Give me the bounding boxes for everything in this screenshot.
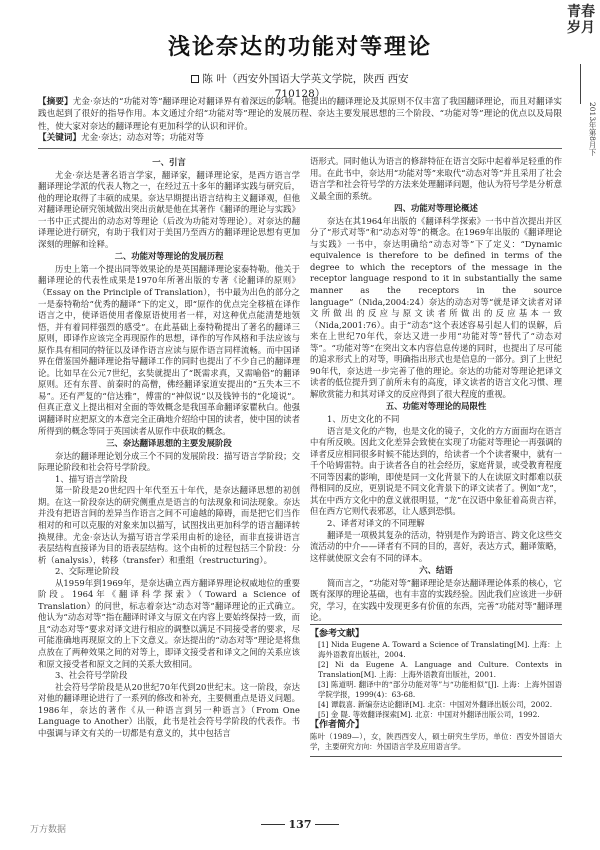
journal-masthead — [561, 4, 599, 164]
paragraph: 语言是文化的产物，也是文化的镜子，文化的方方面面均在语言中有所反映。因此文化差异会致使在实现了功能对等理论一再强调的译者反应相同很多时候不能达到的，给读者一个个读者聚中，就有一千个哈姆雷特。由于读者各自的社会经历，家庭背景，或受教育程度不同等因素的影响，即使是同一文化背景下的人在读原文时都难以获得相同的反应，更别说是不同文化背景下的译文读者了。例如“龙”，其在中西方文化中的意义就很明显，“龙”在汉语中象征着高贵吉祥，但在西方它则代表邪恶，让人感到恐惧。 — [310, 425, 562, 517]
reference-item: [1] Nida Eugene A. Toward a Science of Translating[M]. 上海：上海外语教育出版社，2004. — [318, 640, 562, 660]
section-heading: 五、功能对等理论的局限性 — [385, 401, 487, 412]
subsection-heading: 3、社会符号学阶段 — [55, 670, 128, 681]
header-divider — [38, 148, 562, 149]
journal-issue: 2013年第8月下 — [588, 102, 597, 156]
keywords — [38, 132, 562, 144]
section-heading: 三、奈达翻译思想的主要发展阶段 — [106, 438, 232, 449]
paragraph: 奈达的翻译理论划分成三个不同的发展阶段：描写语言学阶段；交际理论阶段和社会符号学阶段。 — [38, 450, 300, 473]
keywords-text: 尤金·奈达；动态对等；功能对等 — [80, 133, 205, 143]
paragraph: 奈达在其1964年出版的《翻译科学探索》一书中首次提出并区分了“形式对等”和“动态对等”的概念。在1969年出版的《翻译理论与实践》一书中，奈达明确给“动态对等”下了定义：“Dynamic equivalence is therefore to be defined in terms of the degree to which the receptors of the message in the receptor language respond to it in substantially the same manner as the receptors in the source language”（Nida,2004:24）奈达的动态对等“就是译文读者对译文所做出的反应与原文读者所做出的反应基本一致（Nida,2001:76）。由于“动态”这个表述容易引起人们的误解，后来在上世纪70年代，奈达又进一步用“功能对等”替代了“动态对等”。“功能对等”在突出文本内容信息传递的同时，也提出了尽可能的追求形式上的对等，明确指出形式也是信息的一部分。到了上世纪90年代，奈达进一步完善了他的理论。奈达的功能对等理论把译文读者的低位提升到了前所未有的高度，译文读者的语言文化习惯、理解欣赏能力和其对译文的反应得到了很大程度的重视。 — [310, 215, 562, 399]
journal-name — [564, 4, 598, 36]
page-number-rule-left — [261, 824, 285, 825]
subsection-heading: 1、描写语言学阶段 — [55, 473, 128, 484]
paragraph: 第一阶段是20世纪四十年代至五十年代，是奈达翻译思想的初创期。在这一阶段奈达的研究侧重点是语言的句法现象和词法现象。奈达并没有把语言间的差异当作语言之间不可逾越的障碍，而是把它们当作相对的和可以克服的对象来加以描写，试图找出更加科学的语言翻译转换规律。尤金·奈达认为描写语言学采用由析的途径，而非直接讲语言表层结构直接译为目的语表层结构。这个由析的过程包括三个阶段：分析（analysis），转移（transfer）和重组（restructuring）。 — [38, 485, 300, 565]
journal-name-line2: 岁月 — [567, 20, 595, 36]
section-heading: 二、功能对等理论的发展历程 — [114, 251, 224, 262]
paragraph: 从1959年到1969年，是奈达确立西方翻译界理论权威地位的重要阶段。1964年《翻译科学探索》（Toward a Science of Translation）的问世，标志着奈达“动态对等”翻译理论的正式确立。他认为“动态对等”指在翻译时译文与原文在内容上要始终保持一致，而且“动态对等”要求对译文进行相应的调整以满足不同接受者的要求，尽可能准确地再现原文的上下文意义。奈达提出的“动态对等”理论是将焦点放在了两种效果之间的对等上，即译文接受者和译文之间的关系应该和原文接受者和原文之间的关系大致相同。 — [38, 577, 300, 669]
journal-name-line1: 青春 — [567, 4, 595, 20]
references-heading: 【参考文献】 — [310, 624, 562, 641]
subsection-heading: 2、译者对译文的不同理解 — [327, 517, 425, 528]
abstract-label: 【摘要】 — [38, 97, 73, 107]
wanfang-logo: 万方数据 — [30, 825, 67, 835]
subsection-heading: 2、交际理论阶段 — [55, 566, 119, 577]
abstract — [38, 96, 562, 133]
author-bio-heading: 【作者简介】 — [310, 720, 365, 731]
paragraph: 语形式。同时他认为语言的修辞特征在语言交际中起着举足轻重的作用。在此书中，奈达用“功能对等”来取代“动态对等”并且采用了社会语言学和社会符号学的方法来处理翻译问题，他认为符号学是分析意义最全面的系统。 — [310, 156, 562, 201]
masthead-rule — [580, 64, 581, 104]
article-title: 浅论奈达的功能对等理论 — [167, 35, 432, 60]
section-heading: 四、功能对等理论概述 — [394, 203, 478, 214]
reference-item: [5] 金 隄. 等效翻译探索[M]. 北京：中国对外翻译出版公司，1992. — [318, 710, 540, 720]
reference-item: [2] Ni da Eugene A. Language and Culture. Contexts in Translation[M]. 上海：上海外语教育出版社，2001. — [318, 660, 562, 680]
section-heading: 一、引言 — [152, 157, 186, 167]
reference-item: [4] 谭载喜. 新编奈达论翻译[M]. 北京：中国对外翻译出版公司，2002. — [318, 700, 553, 710]
author-bio: 陈叶（1989—），女，陕西西安人，硕士研究生学历，单位：西安外国语大学，主要研究方向：外国语言学及应用语言学。 — [310, 732, 562, 757]
paragraph: 历史上第一个提出同等效果论的是英国翻译理论家泰特勒。他关于翻译理论的代表性成果是1970年所著出版的专著《论翻译的原则》（Essay on the Principle of Translation），书中最为出色的部分之一是泰特勒给“优秀的翻译”下的定义，即“原作的优点完全移植在译作语言之中，使译语使用者像原语使用者一样，对这种优点能清楚地领悟，并有着同样强烈的感受”。在此基础上泰特勒提出了著名的翻译三原则，即译作应该完全再现原作的思想，译作的写作风格和手法应该与原作具有相同的特征以及译作语言应读与原作语言同样流畅。而中国译界在借鉴国外翻译理论指导翻译工作的同时也提出了不少自己的翻译理论。比如早在公元7世纪，玄奘就提出了“既需求真，又需喻俗”的翻译原则。还有东晋、前秦时的高僧，佛经翻译家道安提出的“五失本三不易”。还有严复的“信达雅”，傅雷的“神似说”以及钱钟书的“化境说”。但真正意义上提出相对全面的等效概念是我国革命翻译家瞿秋白。他强调翻译时应把原文的本意完全正确地介绍给中国的读者，使中国的读者所得到的概念等同于英国读者从原作中获取的概念。 — [38, 263, 300, 436]
page-number: 137 — [288, 818, 312, 831]
author-affiliation: （西安外国语大学英文学院，陕西 西安 710128） — [226, 73, 409, 100]
author-box-icon — [191, 75, 199, 83]
right-column — [310, 156, 562, 804]
page-number-rule-right — [315, 824, 339, 825]
abstract-text: 尤金·奈达的“功能对等”翻译理论对翻译界有着深远的影响。他提出的翻译理论及其原则不仅丰富了我国翻译理论，而且对翻译实践也起到了很好的指导作用。本文通过介绍“功能对等”理论的发展历程、奈达主要发展思想的三个阶段、“功能对等”理论的优点以及局限性，使大家对奈达的翻译理论有更加科学的认识和评价。 — [38, 97, 562, 132]
page-number-block — [250, 818, 350, 831]
subsection-heading: 1、历史文化的不同 — [327, 414, 400, 425]
paragraph: 社会符号学阶段是从20世纪70年代到20世纪末。这一阶段，奈达对他的翻译理论进行了一系列的修改和补充，主要侧重点是语义问题。1986年，奈达的著作《从一种语言到另一种语言》（From One Language to Another）出版，此书是社会符号学阶段的代表作。书中强调与译文有关的一切都是有意义的，其中包括言 — [38, 681, 300, 738]
paragraph: 尤金·奈达是著名语言学家，翻译家，翻译理论家，是西方语言学翻译理论学派的代表人物之一，在经过五十多年的翻译实践与研究后，他的理论取得了丰硕的成果。奈达早期提出语言结构主义翻译观，但他对翻译理论研究领域做出突出贡献是他在其著作《翻译的理论与实践》一书中正式提出的动态对等理论（后改为功能对等理论）。对奈达的翻译理论进行研究，有助于我们对于美国乃至西方的翻译理论思想有更加深刻的理解和诠释。 — [38, 169, 300, 249]
paragraph: 翻译是一项极其复杂的活动，特别是作为跨语言、跨文化这些交流活动的中介——译者有不同的目的，喜好，表达方式，翻译策略，这样就使原文会有不同的译本。 — [310, 529, 562, 563]
keywords-label: 【关键词】 — [38, 133, 81, 143]
section-heading: 六、结语 — [419, 565, 453, 576]
author-name: 陈 叶 — [202, 73, 227, 85]
reference-item: [3] 陈道明. 翻译中的“部分功能对等”与“功能相似”[J]. 上海：上海外国语学院学报，1999(4)：63-68. — [318, 680, 562, 700]
paragraph: 简而言之，“功能对等”翻译理论是奈达翻译理论体系的核心，它既有深厚的理论基础，也有丰富的实践经验。因此我们应该进一步研究，学习，在实践中发现更多有价值的东西，完善“功能对等”翻译理论。 — [310, 577, 562, 623]
left-column — [38, 156, 300, 806]
